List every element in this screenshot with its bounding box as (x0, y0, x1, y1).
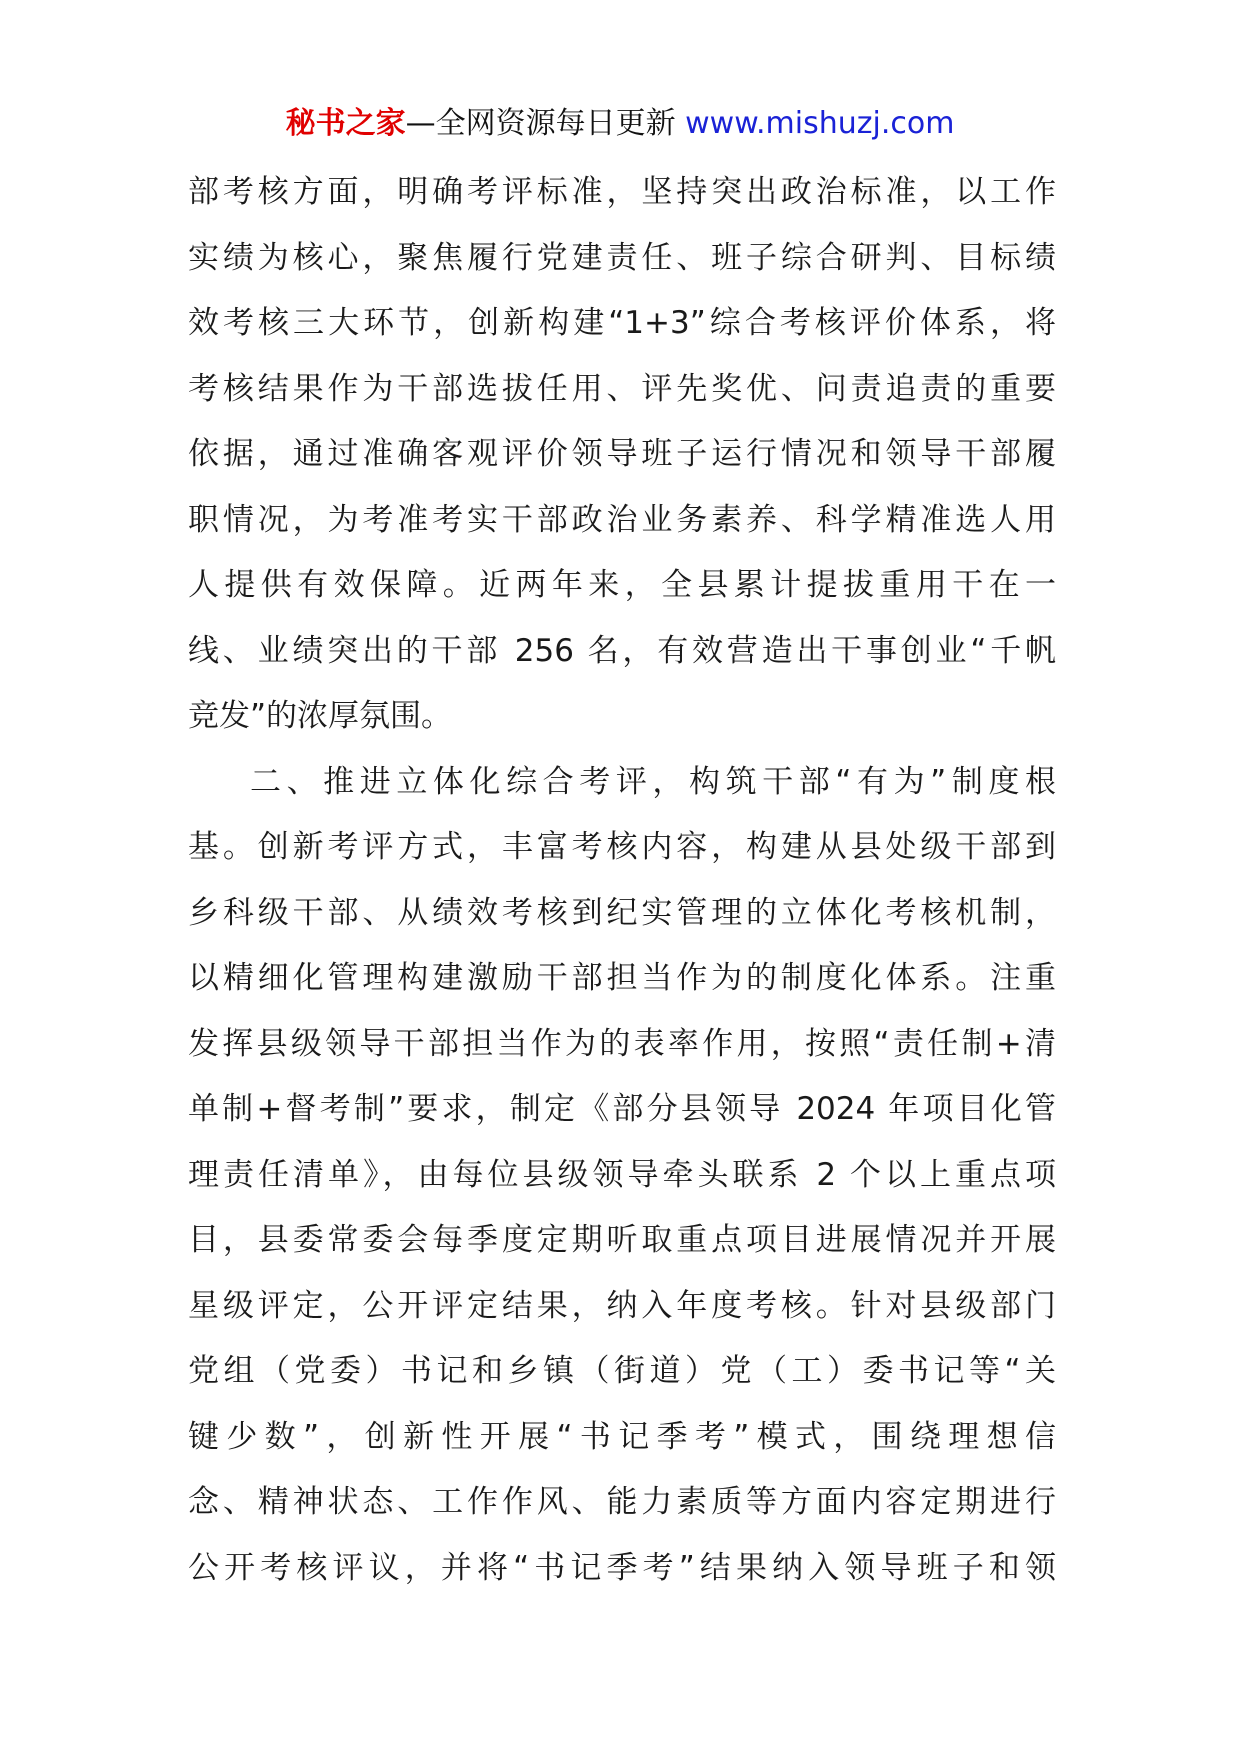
body-line: 星级评定，公开评定结果，纳入年度考核。针对县级部门 (188, 1287, 1056, 1324)
body-line: 部考核方面，明确考评标准，坚持突出政治标准，以工作 (188, 174, 1056, 210)
document-body (188, 160, 1056, 1601)
body-line: 党组（党委）书记和乡镇（街道）党（工）委书记等“关 (188, 1353, 1056, 1389)
body-line: 效考核三大环节，创新构建“1+3”综合考核评价体系，将 (188, 305, 1056, 341)
body-line: 键少数”，创新性开展“书记季考”模式，围绕理想信 (188, 1418, 1056, 1455)
body-line: 理责任清单》，由每位县级领导牵头联系 2 个以上重点项 (188, 1156, 1056, 1193)
body-line: 依据，通过准确客观评价领导班子运行情况和领导干部履 (188, 436, 1056, 472)
body-line: 考核结果作为干部选拔任用、评先奖优、问责追责的重要 (188, 370, 1056, 407)
section-heading-line: 二、推进立体化综合考评，构筑干部“有为”制度根 (250, 763, 1056, 800)
body-line: 公开考核评议，并将“书记季考”结果纳入领导班子和领 (188, 1549, 1056, 1586)
body-line: 人提供有效保障。近两年来，全县累计提拔重用干在一 (188, 567, 1056, 603)
body-line: 线、业绩突出的干部 256 名，有效营造出干事创业“千帆 (188, 632, 1056, 669)
body-line: 目，县委常委会每季度定期听取重点项目进展情况并开展 (188, 1222, 1056, 1258)
header-url-link[interactable]: www.mishuzj.com (685, 106, 955, 141)
body-line: 实绩为核心，聚焦履行党建责任、班子综合研判、目标绩 (188, 239, 1056, 276)
body-line: 发挥县级领导干部担当作为的表率作用，按照“责任制+清 (188, 1025, 1056, 1062)
body-line: 以精细化管理构建激励干部担当作为的制度化体系。注重 (188, 960, 1056, 996)
body-line: 竞发”的浓厚氛围。 (188, 698, 453, 734)
body-line: 念、精神状态、工作作风、能力素质等方面内容定期进行 (188, 1484, 1056, 1520)
body-line: 职情况，为考准考实干部政治业务素养、科学精准选人用 (188, 501, 1056, 538)
body-line: 单制+督考制”要求，制定《部分县领导 2024 年项目化管 (188, 1091, 1056, 1127)
body-line: 基。创新考评方式，丰富考核内容，构建从县处级干部到 (188, 829, 1056, 865)
body-line: 乡科级干部、从绩效考核到纪实管理的立体化考核机制， (188, 894, 1056, 931)
header-tagline: —全网资源每日更新 (405, 106, 686, 141)
header-brand: 秘书之家 (285, 106, 406, 141)
page-header (0, 102, 1240, 146)
